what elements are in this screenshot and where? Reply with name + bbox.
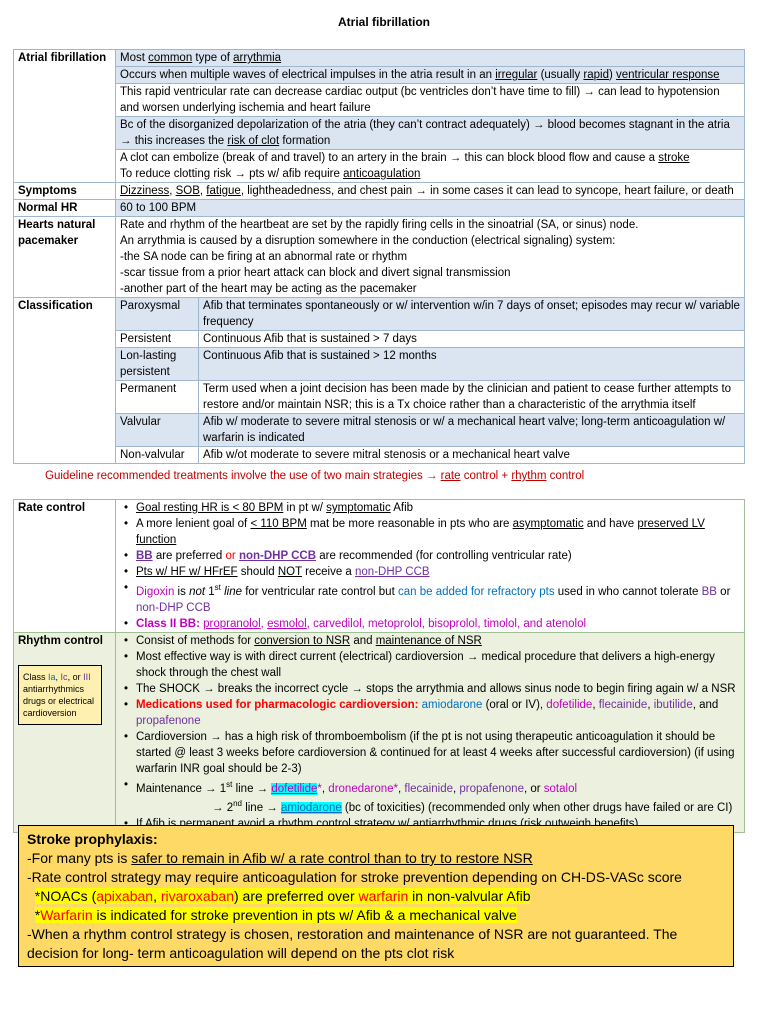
stroke-line: -When a rhythm control strategy is chosen, restoration and maintenance of NSR are not guaranteed. The decision for long- term anticoagulation will depend on the pts clot risk [27,926,678,961]
list-item: • Most effective way is with direct current (electrical) cardioversion → medical procedure that delivers a high-energy shock through the chest wall [136,649,740,681]
guideline-text: Guideline recommended treatments involve the use of two main strategies → rate control + rhythm control [45,470,585,482]
list-item: • Pts w/ HF w/ HFrEF should NOT receive a non-DHP CCB [136,564,740,580]
normal-hr-header: Normal HR [14,200,116,217]
class-desc: Continuous Afib that is sustained > 7 days [199,331,745,348]
rate-control-header: Rate control [14,500,116,633]
list-item: • Medications used for pharmacologic cardioversion: amiodarone (oral or IV), dofetilide, flecainide, ibutilide, and propafenone [136,697,740,729]
af-row: A clot can embolize (break of and travel) to an artery in the brain → this can block blood flow and cause a stroke [116,150,745,167]
page-title: Atrial fibrillation [337,15,430,29]
stroke-line: -Rate control strategy may require anticoagulation for stroke prevention depending on CH-DS-VASc score [27,869,682,885]
rhythm-control-list [116,632,745,833]
af-row: To reduce clotting risk → pts w/ afib require anticoagulation [116,166,745,183]
list-item: • Goal resting HR is < 80 BPM in pt w/ symptomatic Afib [136,500,740,516]
class-desc: Afib that terminates spontaneously or w/ intervention w/in 7 days of onset; episodes may recur w/ variable frequency [199,298,745,331]
rate-control-list [116,500,745,633]
pacemaker-line: -another part of the heart may be acting as the pacemaker [120,283,417,295]
treatment-table [13,499,745,833]
class-type: Persistent [116,331,199,348]
af-row: Most common type of arrythmia [116,50,745,67]
af-row: Occurs when multiple waves of electrical impulses in the atria result in an irregular (usually rapid) ventricular response [116,67,745,84]
pacemaker-line: -scar tissue from a prior heart attack can block and divert signal transmission [120,267,511,279]
class-desc: Continuous Afib that is sustained > 12 months [199,348,745,381]
af-row: This rapid ventricular rate can decrease cardiac output (bc ventricles don’t have time to fill) → can lead to hypotension and worsen underlying ischemia and heart failure [116,84,745,117]
pacemaker-line: -the SA node can be firing at an abnormal rate or rhythm [120,251,408,263]
pacemaker-line: An arrythmia is caused by a disruption somewhere in the conduction (electrical signaling) system: [120,235,616,247]
symptoms-text: Dizziness, SOB, fatigue, lightheadedness, and chest pain → in some cases it can lead to syncope, heart failure, or death [116,183,745,200]
list-item: • Cardioversion → has a high risk of thromboembolism (if the pt is not using therapeutic anticoagulation it should be started @ least 3 weeks before cardioversion & continued for at least 4 weeks after successful cardioversion) (if using warfarin INR goal should be 2-3) [136,729,740,777]
af-row: Bc of the disorganized depolarization of the atria (they can’t contract adequately) → blood becomes stagnant in the atria → this increases the risk of clot formation [116,117,745,150]
class-type: Lon-lasting persistent [116,348,199,381]
list-item: • A more lenient goal of < 110 BPM mat be more reasonable in pts who are asymptomatic and have preserved LV function [136,516,740,548]
list-item: • The SHOCK → breaks the incorrect cycle → stops the arrythmia and allows sinus node to begin firing again w/ a NSR [136,681,740,697]
stroke-line: *NOACs (apixaban, rivaroxaban) are preferred over warfarin in non-valvular Afib [34,888,531,904]
stroke-prophylaxis-box [18,825,734,967]
pacemaker-line: Rate and rhythm of the heartbeat are set by the rapidly firing cells in the sinoatrial (SA, or sinus) node. [120,219,639,231]
list-item: • Class II BB: propranolol, esmolol, carvedilol, metoprolol, bisoprolol, timolol, and atenolol [136,616,740,632]
class-desc: Afib w/ot moderate to severe mitral stenosis or a mechanical heart valve [199,447,745,464]
class-type: Paroxysmal [116,298,199,331]
stroke-line: *Warfarin is indicated for stroke prevention in pts w/ Afib & a mechanical valve [34,907,517,923]
class-desc: Afib w/ moderate to severe mitral stenosis or w/ a mechanical heart valve; long-term anticoagulation w/ warfarin is indicated [199,414,745,447]
list-item: • Maintenance → 1st line → dofetilide*, dronedarone*, flecainide, propafenone, or sotalol → 2nd line → amiodarone (bc of toxicities) (recommended only when other drugs have failed or are CI) [136,777,740,817]
classification-header: Classification [14,298,116,464]
list-item: • BB are preferred or non-DHP CCB are recommended (for controlling ventricular rate) [136,548,740,564]
rhythm-control-title: Rhythm control [18,634,103,647]
pacemaker-text [116,217,745,298]
af-header: Atrial fibrillation [14,50,116,183]
class-type: Valvular [116,414,199,447]
class-type: Permanent [116,381,199,414]
normal-hr-text: 60 to 100 BPM [116,200,745,217]
class-type: Non-valvular [116,447,199,464]
list-item: • Digoxin is not 1st line for ventricular rate control but can be added for refractory pts used in who cannot tolerate BB or non-DHP CCB [136,580,740,616]
list-item: • Consist of methods for conversion to NSR and maintenance of NSR [136,633,740,649]
afib-overview-table [13,49,745,464]
pacemaker-header: Hearts natural pacemaker [14,217,116,298]
symptoms-header: Symptoms [14,183,116,200]
rhythm-control-header [14,632,116,833]
class-note-box: Class Ia, Ic, or III antiarrhythmics drugs or electrical cardioversion [18,665,102,725]
stroke-line: -For many pts is safer to remain in Afib w/ a rate control than to try to restore NSR [27,850,533,866]
stroke-heading: Stroke prophylaxis: [27,831,158,847]
class-desc: Term used when a joint decision has been made by the clinician and patient to cease further attempts to restore and/or maintain NSR; this is a Tx choice rather than a characteristic of the arrythmia itself [199,381,745,414]
